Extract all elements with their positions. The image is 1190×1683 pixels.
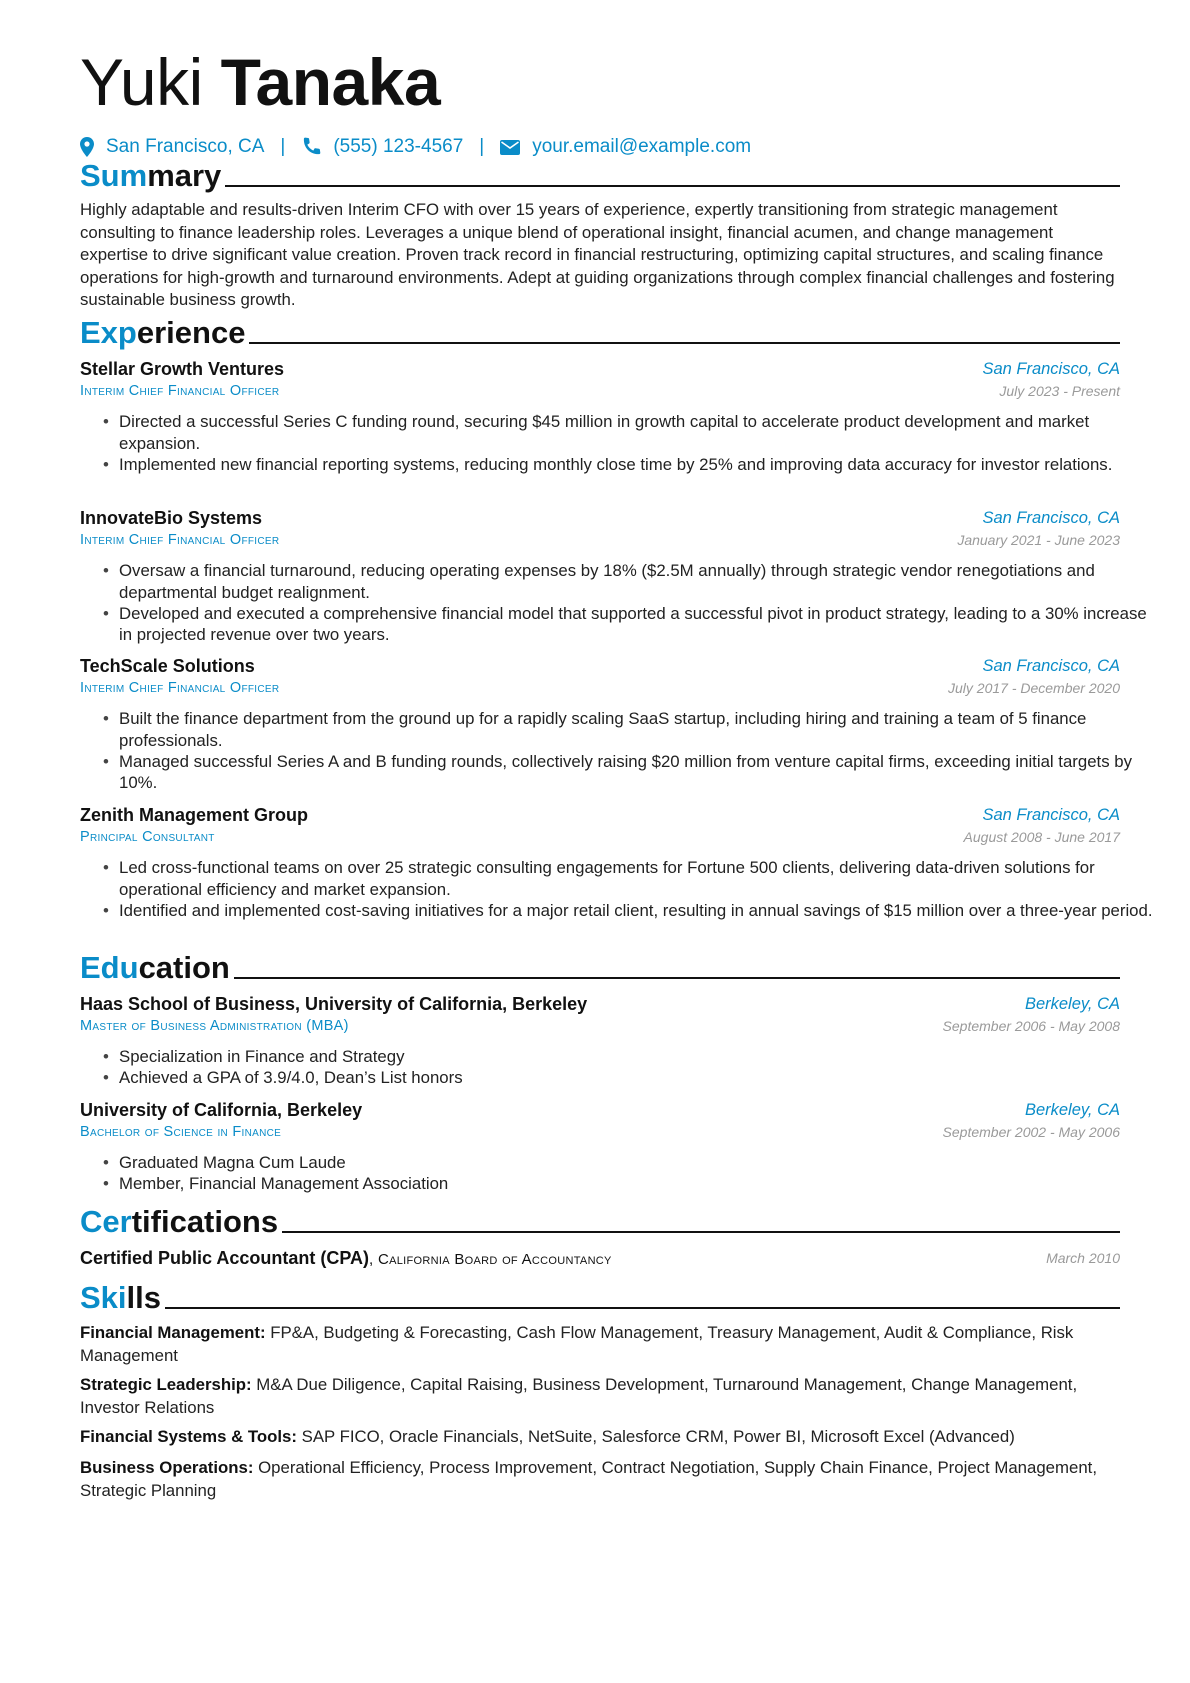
certification-separator: , bbox=[369, 1251, 378, 1268]
skills-heading: Skills bbox=[80, 1276, 1120, 1316]
bullet-item: • Identified and implemented cost-saving initiatives for a major retail client, resulting in annual savings of $15 million over a three-year period. bbox=[119, 900, 1159, 922]
section-rule bbox=[249, 342, 1120, 344]
envelope-icon bbox=[500, 140, 520, 155]
skill-group bbox=[80, 1322, 1120, 1367]
job-location: San Francisco, CA bbox=[982, 806, 1120, 824]
bullet-item: • Built the finance department from the ground up for a rapidly scaling SaaS startup, including hiring and training a team of 5 finance professionals. bbox=[119, 708, 1159, 752]
education-heading: Education bbox=[80, 946, 1120, 986]
education-bullets bbox=[80, 1046, 1159, 1088]
section-rule bbox=[165, 1307, 1120, 1309]
bullet-item: • Achieved a GPA of 3.9/4.0, Dean’s List honors bbox=[119, 1067, 1159, 1089]
certification-issuer: California Board of Accountancy bbox=[377, 1251, 612, 1268]
bullet-item: • Graduated Magna Cum Laude bbox=[119, 1152, 1159, 1174]
skill-label: Strategic Leadership: bbox=[80, 1375, 252, 1394]
job-title: Interim Chief Financial Officer bbox=[80, 532, 280, 548]
skill-group bbox=[80, 1426, 1120, 1449]
first-name: Yuki bbox=[80, 45, 203, 119]
skill-list: FP&A, Budgeting & Forecasting, Cash Flow Management, Treasury Management, Audit & Compliance, Risk Management bbox=[80, 1323, 1074, 1365]
experience-heading: Experience bbox=[80, 311, 1120, 351]
phone-text: (555) 123-4567 bbox=[333, 136, 464, 157]
skill-list: Operational Efficiency, Process Improvement, Contract Negotiation, Supply Chain Finance, Project Management, Strategic Planning bbox=[80, 1458, 1097, 1500]
bullet-item: • Led cross-functional teams on over 25 strategic consulting engagements for Fortune 500 clients, delivering data-driven solutions for operational efficiency and market expansion. bbox=[119, 857, 1159, 901]
skill-list: SAP FICO, Oracle Financials, NetSuite, Salesforce CRM, Power BI, Microsoft Excel (Advanced) bbox=[301, 1427, 1015, 1446]
email-link[interactable]: your.email@example.com bbox=[532, 136, 752, 157]
certification-date: March 2010 bbox=[1046, 1250, 1120, 1266]
contact-separator: | bbox=[479, 136, 485, 157]
certifications-heading: Certifications bbox=[80, 1200, 1120, 1240]
company-name: TechScale Solutions bbox=[80, 656, 255, 676]
location-text: San Francisco, CA bbox=[106, 136, 265, 157]
school-location: Berkeley, CA bbox=[1024, 1101, 1120, 1119]
job-location: San Francisco, CA bbox=[982, 657, 1120, 675]
company-name: Zenith Management Group bbox=[80, 805, 309, 825]
job-title: Interim Chief Financial Officer bbox=[80, 383, 280, 399]
job-location: San Francisco, CA bbox=[982, 360, 1120, 378]
certification-item bbox=[80, 1245, 1120, 1271]
contact-separator: | bbox=[280, 136, 286, 157]
candidate-name bbox=[80, 42, 440, 122]
skill-group bbox=[80, 1457, 1120, 1502]
skill-label: Financial Systems & Tools: bbox=[80, 1427, 297, 1446]
bullet-item: • Oversaw a financial turnaround, reducing operating expenses by 18% ($2.5M annually) through strategic vendor renegotiations and departmental budget realignment. bbox=[119, 560, 1159, 604]
school-dates: September 2002 - May 2006 bbox=[942, 1124, 1120, 1140]
job-dates: July 2017 - December 2020 bbox=[948, 680, 1120, 696]
job-bullets bbox=[80, 857, 1159, 920]
last-name: Tanaka bbox=[220, 45, 441, 119]
section-rule bbox=[225, 185, 1120, 187]
skill-label: Financial Management: bbox=[80, 1323, 266, 1342]
bullet-item: • Managed successful Series A and B funding rounds, collectively raising $20 million from venture capital firms, exceeding initial targets by 10%. bbox=[119, 751, 1159, 795]
certification-name: Certified Public Accountant (CPA), California Board of Accountancy bbox=[80, 1248, 612, 1268]
job-title: Principal Consultant bbox=[80, 829, 215, 845]
degree: Bachelor of Science in Finance bbox=[80, 1124, 282, 1140]
skill-label: Business Operations: bbox=[80, 1458, 254, 1477]
job-bullets bbox=[80, 708, 1159, 793]
bullet-item: • Specialization in Finance and Strategy bbox=[119, 1046, 1159, 1068]
education-bullets bbox=[80, 1152, 1159, 1194]
company-name: Stellar Growth Ventures bbox=[80, 359, 285, 379]
school-name: University of California, Berkeley bbox=[80, 1100, 363, 1120]
job-title: Interim Chief Financial Officer bbox=[80, 680, 280, 696]
job-location: San Francisco, CA bbox=[982, 509, 1120, 527]
skill-list: M&A Due Diligence, Capital Raising, Business Development, Turnaround Management, Change Management, Investor Relations bbox=[80, 1375, 1078, 1417]
summary-text: Highly adaptable and results-driven Interim CFO with over 15 years of experience, expertly transitioning from strategic management consulting to finance leadership roles. Leverages a unique blend of operational insight, financial acumen, and change management expertise to drive significant value creation. Proven track record in financial restructuring, optimizing capital structures, and scaling finance operations for high-growth and turnaround environments. Adept at guiding organizations through complex financial challenges and fostering sustainable business growth. bbox=[80, 200, 1115, 310]
bullet-item: • Developed and executed a comprehensive financial model that supported a successful pivot in product strategy, leading to a 30% increase in projected revenue over two years. bbox=[119, 603, 1159, 647]
bullet-item: • Directed a successful Series C funding round, securing $45 million in growth capital to accelerate product development and market expansion. bbox=[119, 411, 1159, 455]
bullet-item: • Member, Financial Management Association bbox=[119, 1173, 1159, 1195]
job-dates: July 2023 - Present bbox=[999, 383, 1120, 399]
company-name: InnovateBio Systems bbox=[80, 508, 263, 528]
summary-heading: Summary bbox=[80, 154, 1120, 194]
job-dates: January 2021 - June 2023 bbox=[957, 532, 1120, 548]
section-rule bbox=[282, 1231, 1120, 1233]
school-dates: September 2006 - May 2008 bbox=[942, 1018, 1120, 1034]
degree: Master of Business Administration (MBA) bbox=[80, 1018, 349, 1034]
skill-group bbox=[80, 1374, 1120, 1419]
job-bullets bbox=[80, 411, 1159, 474]
school-location: Berkeley, CA bbox=[1024, 995, 1120, 1013]
school-name: Haas School of Business, University of California, Berkeley bbox=[80, 994, 588, 1014]
job-bullets bbox=[80, 560, 1159, 645]
job-dates: August 2008 - June 2017 bbox=[963, 829, 1120, 845]
section-rule bbox=[234, 977, 1120, 979]
bullet-item: • Implemented new financial reporting systems, reducing monthly close time by 25% and improving data accuracy for investor relations. bbox=[119, 454, 1159, 476]
